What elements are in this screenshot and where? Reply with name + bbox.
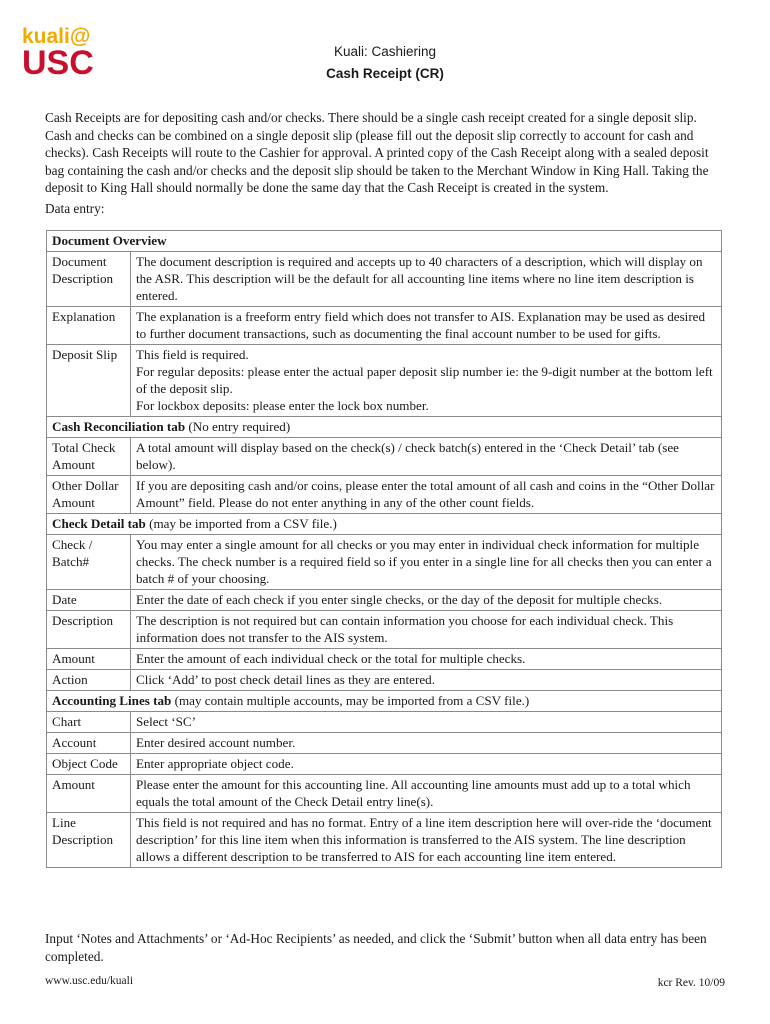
table-row <box>47 775 722 813</box>
field-term: Check / Batch# <box>47 535 131 590</box>
table-row <box>47 670 722 691</box>
description-line: Enter the date of each check if you enter single checks, or the day of the deposit for multiple checks. <box>136 592 663 607</box>
table-row <box>47 712 722 733</box>
description-line: Select ‘SC’ <box>136 714 197 729</box>
field-description <box>131 712 722 733</box>
page-subtitle: Cash Receipt (CR) <box>326 66 444 81</box>
field-description <box>131 476 722 514</box>
table-row <box>47 252 722 307</box>
field-description <box>131 670 722 691</box>
data-entry-label: Data entry: <box>45 201 105 216</box>
field-term: Chart <box>47 712 131 733</box>
description-line: If you are depositing cash and/or coins, please enter the total amount of all cash and coins in the “Other Dollar Amount” field. Please do not enter anything in any of the other count fields. <box>136 478 715 510</box>
field-description <box>131 438 722 476</box>
field-description <box>131 611 722 649</box>
description-line: The document description is required and accepts up to 40 characters of a description, which will display on the ASR. This description will be the default for all accounting line items where no line item description is entered. <box>136 254 703 303</box>
intro-paragraph: Cash Receipts are for depositing cash and/or checks. There should be a single cash receipt created for a single deposit slip. Cash and checks can be combined on a single deposit slip (please fill out the deposit slip correctly to account for cash and checks). Cash Receipts will route to the Cashier for approval. A printed copy of the Cash Receipt along with a sealed deposit bag containing the cash and/or checks and the deposit slip should be taken to the Merchant Window in King Hall. Taking the deposit to King Hall should normally be done the same day that the Cash Receipt is created in the system. <box>45 110 709 195</box>
table-row <box>47 345 722 417</box>
section-title: Cash Reconciliation tab <box>52 419 186 434</box>
table-row <box>47 754 722 775</box>
field-term: Total Check Amount <box>47 438 131 476</box>
section-header-check-detail <box>47 514 722 535</box>
field-term: Account <box>47 733 131 754</box>
field-term: Document Description <box>47 252 131 307</box>
table-row <box>47 476 722 514</box>
field-description <box>131 535 722 590</box>
logo-usc-text: USC <box>22 44 94 82</box>
table-row <box>47 733 722 754</box>
logo-kuali-text: kuali@ <box>22 25 91 48</box>
field-description <box>131 307 722 345</box>
field-term: Line Description <box>47 813 131 868</box>
description-line: Enter desired account number. <box>136 735 296 750</box>
section-title: Document Overview <box>52 233 167 248</box>
field-description <box>131 345 722 417</box>
table-row <box>47 590 722 611</box>
table-row <box>47 813 722 868</box>
data-entry-table <box>46 230 722 868</box>
field-description <box>131 252 722 307</box>
section-note: (may contain multiple accounts, may be imported from a CSV file.) <box>171 693 530 708</box>
description-line: This field is required. <box>136 347 249 362</box>
field-term: Deposit Slip <box>47 345 131 417</box>
description-line: For regular deposits: please enter the actual paper deposit slip number ie: the 9-digit number at the bottom left of the deposit slip. <box>136 364 713 396</box>
description-line: Enter appropriate object code. <box>136 756 294 771</box>
description-line: Click ‘Add’ to post check detail lines as they are entered. <box>136 672 435 687</box>
field-term: Other Dollar Amount <box>47 476 131 514</box>
description-line: A total amount will display based on the check(s) / check batch(s) entered in the ‘Check Detail’ tab (see below). <box>136 440 679 472</box>
description-line: This field is not required and has no format. Entry of a line item description here will over-ride the ‘document description’ for this line item when this information is transferred to the AIS system. The line description allows a different description to be transferred to AIS for each accounting line item entered. <box>136 815 712 864</box>
section-title: Check Detail tab <box>52 516 146 531</box>
field-term: Action <box>47 670 131 691</box>
field-description <box>131 733 722 754</box>
field-description <box>131 775 722 813</box>
footer-revision: kcr Rev. 10/09 <box>657 977 725 989</box>
section-note: (may be imported from a CSV file.) <box>145 516 337 531</box>
section-header-doc-overview <box>47 231 722 252</box>
field-term: Object Code <box>47 754 131 775</box>
field-term: Explanation <box>47 307 131 345</box>
field-description <box>131 754 722 775</box>
footer-instructions: Input ‘Notes and Attachments’ or ‘Ad-Hoc Recipients’ as needed, and click the ‘Submit’ button when all data entry has been completed. <box>45 931 707 964</box>
table-row <box>47 611 722 649</box>
description-line: The description is not required but can contain information you choose for each individual check. This information does not transfer to the AIS system. <box>136 613 674 645</box>
footer-url: www.usc.edu/kuali <box>45 975 134 987</box>
description-line: Enter the amount of each individual check or the total for multiple checks. <box>136 651 526 666</box>
table-row <box>47 307 722 345</box>
section-header-accounting-lines <box>47 691 722 712</box>
description-line: You may enter a single amount for all checks or you may enter in individual check information for multiple checks. The check number is a required field so if you enter in a single line for all checks then you can enter a batch # of your choosing. <box>136 537 712 586</box>
page-title: Kuali: Cashiering <box>333 44 437 59</box>
description-line: For lockbox deposits: please enter the lock box number. <box>136 398 429 413</box>
field-description <box>131 813 722 868</box>
field-description <box>131 590 722 611</box>
table-row <box>47 535 722 590</box>
table-row <box>47 649 722 670</box>
section-header-cash-recon <box>47 417 722 438</box>
field-term: Date <box>47 590 131 611</box>
field-description <box>131 649 722 670</box>
description-line: Please enter the amount for this accounting line. All accounting line amounts must add up to a total which equals the total amount of the Check Detail entry line(s). <box>136 777 691 809</box>
field-term: Description <box>47 611 131 649</box>
field-term: Amount <box>47 775 131 813</box>
section-note: (No entry required) <box>185 419 291 434</box>
field-term: Amount <box>47 649 131 670</box>
table-row <box>47 438 722 476</box>
description-line: The explanation is a freeform entry field which does not transfer to AIS. Explanation may be used as desired to further document transactions, such as documenting the final account number to be used for gifts. <box>136 309 706 341</box>
section-title: Accounting Lines tab <box>52 693 172 708</box>
